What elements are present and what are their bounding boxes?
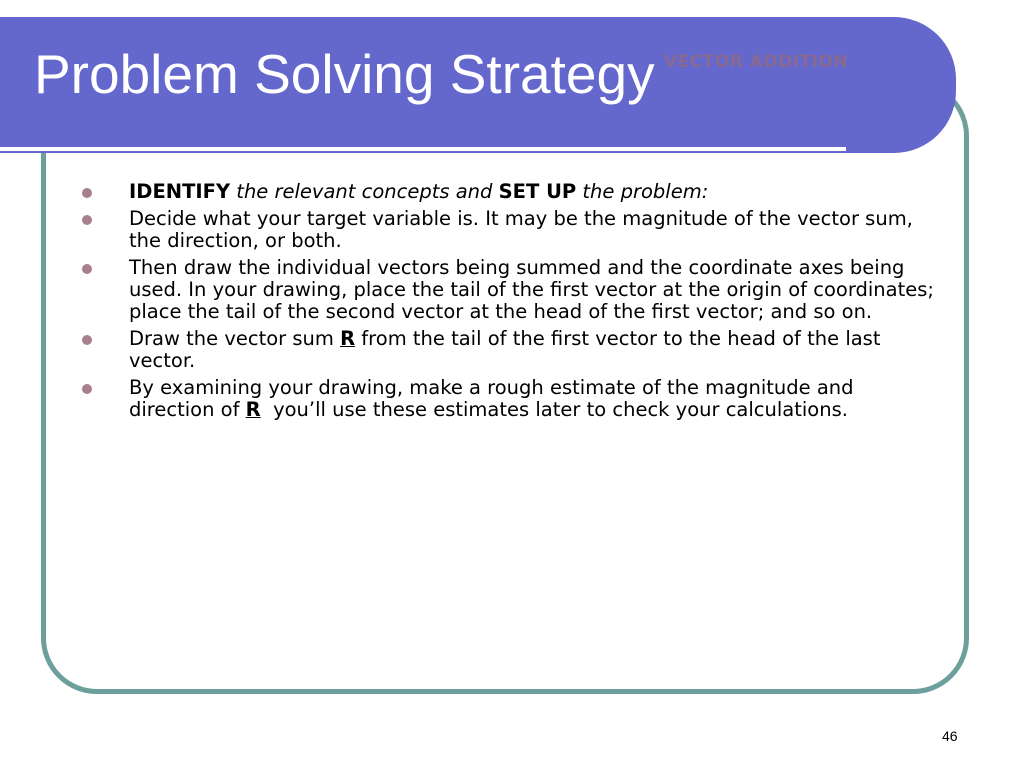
bullet-dot — [82, 264, 92, 274]
bullet-text-before: By examining your drawing, make a rough estimate of the magnitude and direction of — [129, 376, 854, 421]
bullet-dot — [82, 215, 92, 225]
title-rule — [0, 147, 846, 151]
bullet-target-variable — [78, 208, 938, 252]
bullet-text: Then draw the individual vectors being summed and the coordinate axes being used. In your drawing, place the tail of the first vector at the origin of coordinates; place the tail of the second vector at the head of the first vector; and so on. — [129, 256, 934, 323]
vector-r-symbol: R — [340, 327, 356, 350]
setup-keyword: SET UP — [498, 180, 577, 203]
identify-keyword: IDENTIFY — [129, 180, 231, 203]
bullet-estimate — [78, 377, 938, 421]
bullet-text-after: from the tail of the first vector to the head of the last vector. — [129, 327, 881, 372]
bullet-list — [78, 181, 938, 426]
bullet-identify — [78, 181, 938, 203]
section-tag: VECTOR ADDITION — [664, 52, 849, 72]
bullet-dot — [82, 335, 92, 345]
relevant-concepts-text: the relevant concepts and — [230, 180, 499, 203]
page-number: 46 — [942, 728, 958, 744]
bullet-text-after: you’ll use these estimates later to check your calculations. — [260, 398, 848, 421]
bullet-dot — [82, 188, 92, 198]
slide-title: Problem Solving Strategy — [34, 43, 655, 105]
bullet-vector-sum — [78, 328, 938, 372]
bullet-dot — [82, 384, 92, 394]
bullet-draw-vectors — [78, 257, 938, 323]
bullet-text-before: Draw the vector sum — [129, 327, 341, 350]
bullet-text: Decide what your target variable is. It may be the magnitude of the vector sum, the direction, or both. — [129, 207, 913, 252]
vector-r-symbol: R — [245, 398, 261, 421]
problem-text: the problem: — [576, 180, 709, 203]
